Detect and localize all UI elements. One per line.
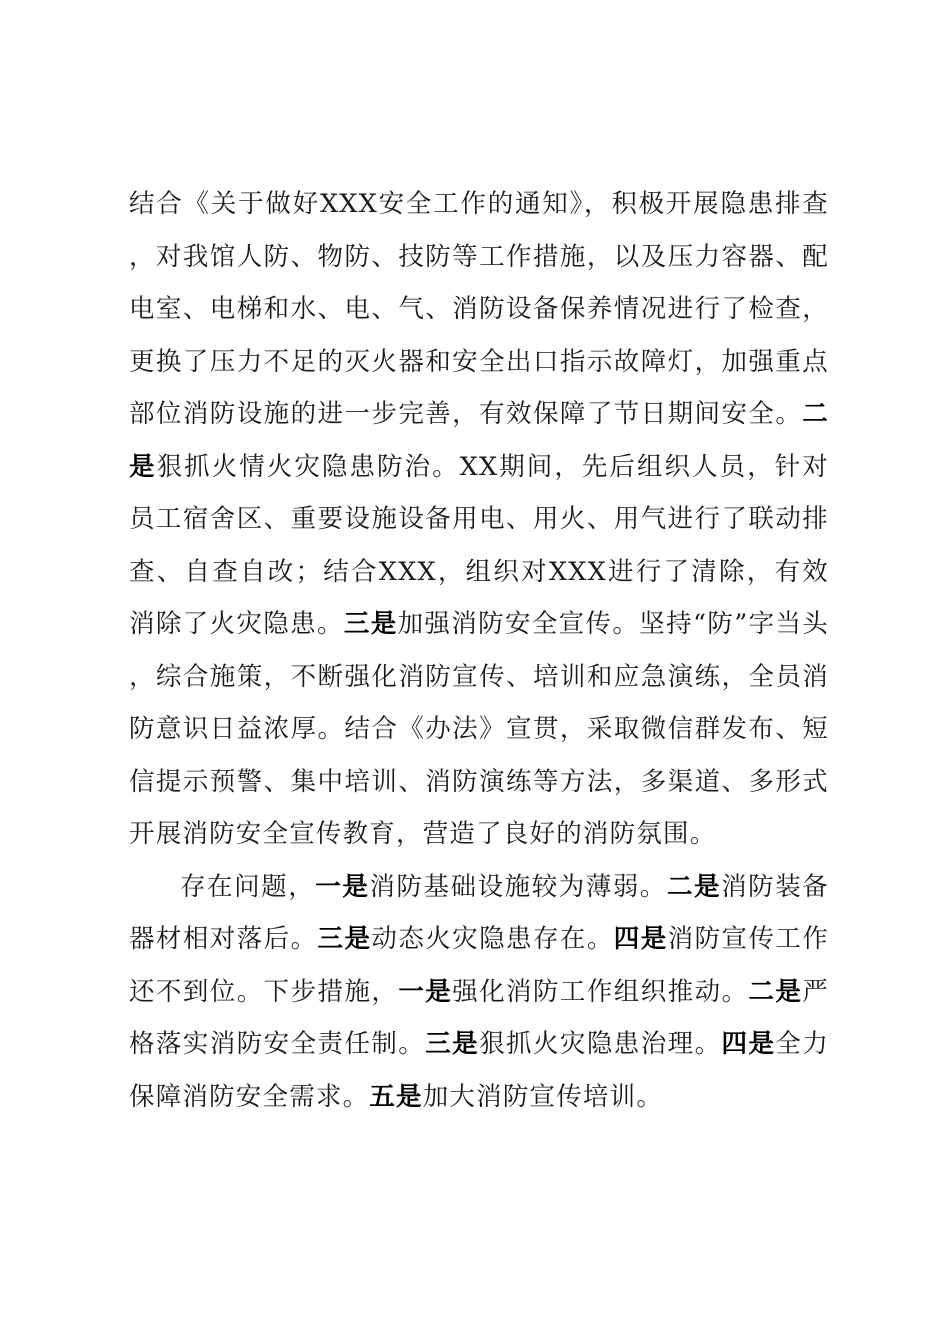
text-segment: 动态火灾隐患存在。	[371, 924, 614, 954]
keyword-three: 三是	[317, 924, 372, 954]
keyword-two: 二是	[667, 871, 722, 902]
keyword-five: 五是	[369, 1081, 423, 1112]
text-segment: 消防宣传工作还不到位。下步措施，	[129, 924, 830, 1007]
text-segment: 强化消防工作组织推动。	[452, 976, 749, 1007]
text-segment: 加强消防安全宣传。坚持“防”字当头，综合施策，不断强化消防宣传、培训和应急演练，全员消防意识日益浓厚。结合《办法》宣贯，采取微信群发布、短信提示预警、集中培训、消防演练等方法，多渠道、多形式开展消防安全宣传教育，营造了良好的消防氛围。	[129, 609, 829, 849]
keyword-two: 二是	[748, 976, 803, 1007]
text-segment: 消防基础设施较为薄弱。	[369, 871, 667, 902]
paragraph-measures	[129, 178, 829, 861]
document-body	[129, 178, 829, 1123]
text-segment: 全力保障消防安全需求。	[129, 1029, 830, 1112]
text-segment: 结合《关于做好XXX安全工作的通知》，积极开展隐患排查，对我馆人防、物防、技防等工作措施，以及压力容器、配电室、电梯和水、电、气、消防设备保养情况进行了检查，更换了压力不足的灭火器和安全出口指示故障灯，加强重点部位消防设施的进一步完善，有效保障了节日期间安全。	[129, 189, 829, 429]
text-segment: 严格落实消防安全责任制。	[129, 976, 830, 1059]
keyword-two: 二是	[129, 399, 829, 482]
text-segment: 狠抓火情火灾隐患防治。XX期间，先后组织人员，针对员工宿舍区、重要设施设备用电、用火、用气进行了联动排查、自查自改；结合XXX，组织对XXX进行了清除，有效消除了火灾隐患。	[129, 451, 830, 639]
keyword-four: 四是	[721, 1029, 776, 1059]
text-segment: 存在问题，	[180, 871, 316, 902]
text-segment: 狠抓火灾隐患治理。	[479, 1029, 722, 1059]
keyword-three: 三是	[343, 609, 398, 639]
keyword-three: 三是	[425, 1029, 480, 1059]
text-segment: 加大消防宣传培训。	[422, 1081, 664, 1112]
keyword-one: 一是	[315, 871, 370, 902]
text-segment: 消防装备器材相对落后。	[129, 871, 829, 954]
paragraph-problems	[129, 861, 829, 1124]
keyword-one: 一是	[398, 976, 453, 1007]
keyword-four: 四是	[613, 924, 668, 954]
